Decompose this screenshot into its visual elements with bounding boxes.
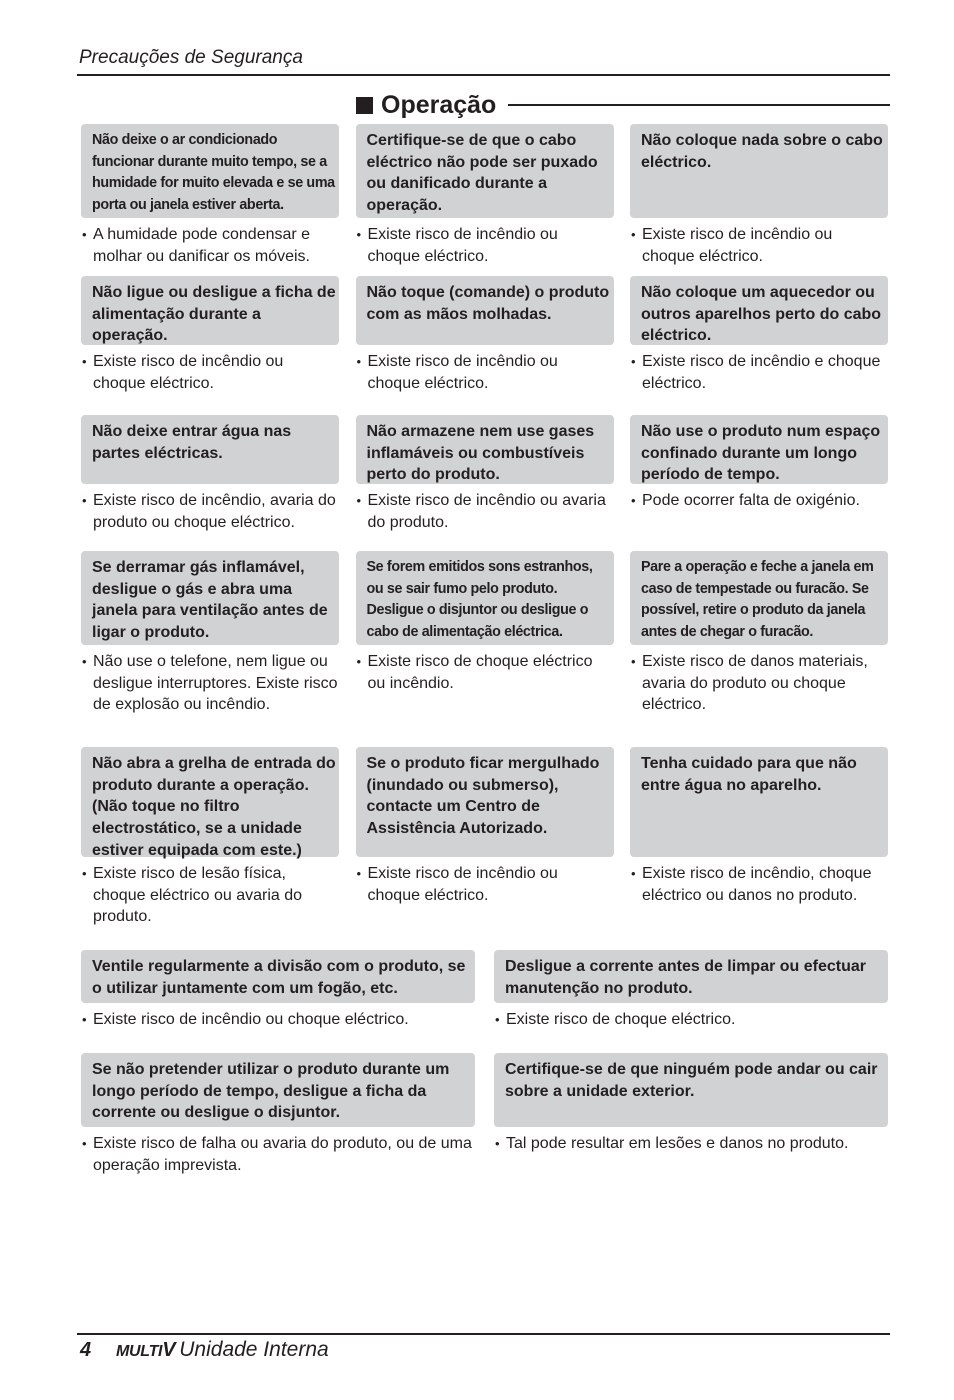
precaution-note: • Tal pode resultar em lesões e danos no produto. (494, 1133, 888, 1155)
section-rule (508, 104, 890, 106)
model-name: Unidade Interna (179, 1338, 329, 1361)
precaution-title: Certifique-se de que o cabo eléctrico não pode ser puxado ou danificado durante a operação. (356, 124, 614, 218)
precaution-title: Se forem emitidos sons estranhos, ou se sair fumo pelo produto. Desligue o disjuntor ou desligue o cabo de alimentação eléctrica. (356, 551, 614, 645)
precaution-note: • Existe risco de incêndio ou choque eléctrico. (356, 224, 614, 267)
precaution-title: Não use o produto num espaço confinado durante um longo período de tempo. (630, 415, 888, 484)
precaution-title: Não deixe entrar água nas partes eléctricas. (81, 415, 339, 484)
precaution-item (356, 415, 614, 533)
precaution-note: • Existe risco de incêndio ou choque eléctrico. (81, 351, 339, 394)
precaution-item (356, 551, 614, 716)
running-header: Precauções de Segurança (79, 47, 303, 68)
precaution-item (81, 415, 339, 533)
precaution-note: • Existe risco de incêndio ou choque eléctrico. (356, 863, 614, 906)
precaution-item (630, 747, 888, 928)
precaution-title: Não coloque um aquecedor ou outros aparelhos perto do cabo eléctrico. (630, 276, 888, 345)
precaution-row (81, 950, 888, 1031)
precaution-title: Se não pretender utilizar o produto durante um longo período de tempo, desligue a ficha da corrente ou desligue o disjuntor. (81, 1053, 475, 1127)
precaution-title: Pare a operação e feche a janela em caso de tempestade ou furacão. Se possível, retire o produto da janela antes de chegar o furacão. (630, 551, 888, 645)
header-rule (77, 74, 890, 76)
footer-rule (77, 1333, 890, 1335)
precaution-item (81, 747, 339, 928)
precaution-title: Certifique-se de que ninguém pode andar ou cair sobre a unidade exterior. (494, 1053, 888, 1127)
precaution-note: • Existe risco de incêndio ou choque eléctrico. (356, 351, 614, 394)
precaution-item (81, 276, 339, 394)
precaution-row (81, 415, 888, 533)
precaution-row (81, 551, 888, 716)
precaution-item (81, 551, 339, 716)
precaution-item (630, 415, 888, 533)
precaution-item (630, 551, 888, 716)
precaution-item (494, 950, 888, 1031)
precaution-title: Não abra a grelha de entrada do produto durante a operação. (Não toque no filtro electrostático, se a unidade estiver equipada com este.) (81, 747, 339, 857)
page-footer (80, 1338, 329, 1362)
precaution-note: • Existe risco de incêndio ou avaria do produto. (356, 490, 614, 533)
precaution-note: • Existe risco de incêndio e choque eléctrico. (630, 351, 888, 394)
precaution-row (81, 747, 888, 928)
precaution-title: Ventile regularmente a divisão com o produto, se o utilizar juntamente com um fogão, etc. (81, 950, 475, 1003)
precaution-row (81, 276, 888, 394)
precaution-note: • Existe risco de falha ou avaria do produto, ou de uma operação imprevista. (81, 1133, 475, 1176)
precaution-title: Desligue a corrente antes de limpar ou efectuar manutenção no produto. (494, 950, 888, 1003)
precaution-row (81, 124, 888, 267)
precaution-item (356, 276, 614, 394)
precaution-title: Tenha cuidado para que não entre água no aparelho. (630, 747, 888, 857)
page-number: 4 (80, 1338, 92, 1361)
precaution-note: • Existe risco de incêndio ou choque eléctrico. (81, 1009, 475, 1031)
section-heading (356, 88, 890, 122)
precaution-item (81, 124, 339, 267)
precaution-title: Não deixe o ar condicionado funcionar durante muito tempo, se a humidade for muito elevada e se uma porta ou janela estiver aberta. (81, 124, 339, 218)
precaution-item (81, 950, 475, 1031)
square-bullet-icon (356, 97, 373, 114)
precaution-note: • Existe risco de lesão física, choque eléctrico ou avaria do produto. (81, 863, 339, 928)
precaution-note: • Existe risco de choque eléctrico. (494, 1009, 888, 1031)
precaution-row (81, 1053, 888, 1176)
precaution-title: Não toque (comande) o produto com as mãos molhadas. (356, 276, 614, 345)
precaution-title: Não ligue ou desligue a ficha de alimentação durante a operação. (81, 276, 339, 345)
precaution-note: • Não use o telefone, nem ligue ou desligue interruptores. Existe risco de explosão ou incêndio. (81, 651, 339, 716)
precaution-title: Se derramar gás inflamável, desligue o gás e abra uma janela para ventilação antes de ligar o produto. (81, 551, 339, 645)
precaution-item (81, 1053, 475, 1176)
precaution-note: • Existe risco de incêndio, avaria do produto ou choque eléctrico. (81, 490, 339, 533)
brand-logo: MULTIV (116, 1338, 176, 1361)
precaution-item (356, 747, 614, 928)
precaution-item (630, 124, 888, 267)
precaution-note: • Existe risco de choque eléctrico ou incêndio. (356, 651, 614, 694)
precaution-note: • Existe risco de incêndio ou choque eléctrico. (630, 224, 888, 267)
precaution-note: • Existe risco de incêndio, choque eléctrico ou danos no produto. (630, 863, 888, 906)
precaution-note: • Pode ocorrer falta de oxigénio. (630, 490, 888, 512)
precaution-title: Se o produto ficar mergulhado (inundado ou submerso), contacte um Centro de Assistência Autorizado. (356, 747, 614, 857)
section-title: Operação (381, 90, 497, 119)
precaution-title: Não coloque nada sobre o cabo eléctrico. (630, 124, 888, 218)
precaution-item (356, 124, 614, 267)
precaution-title: Não armazene nem use gases inflamáveis ou combustíveis perto do produto. (356, 415, 614, 484)
precaution-item (630, 276, 888, 394)
precaution-note: • A humidade pode condensar e molhar ou danificar os móveis. (81, 224, 339, 267)
precaution-item (494, 1053, 888, 1176)
precaution-note: • Existe risco de danos materiais, avaria do produto ou choque eléctrico. (630, 651, 888, 716)
